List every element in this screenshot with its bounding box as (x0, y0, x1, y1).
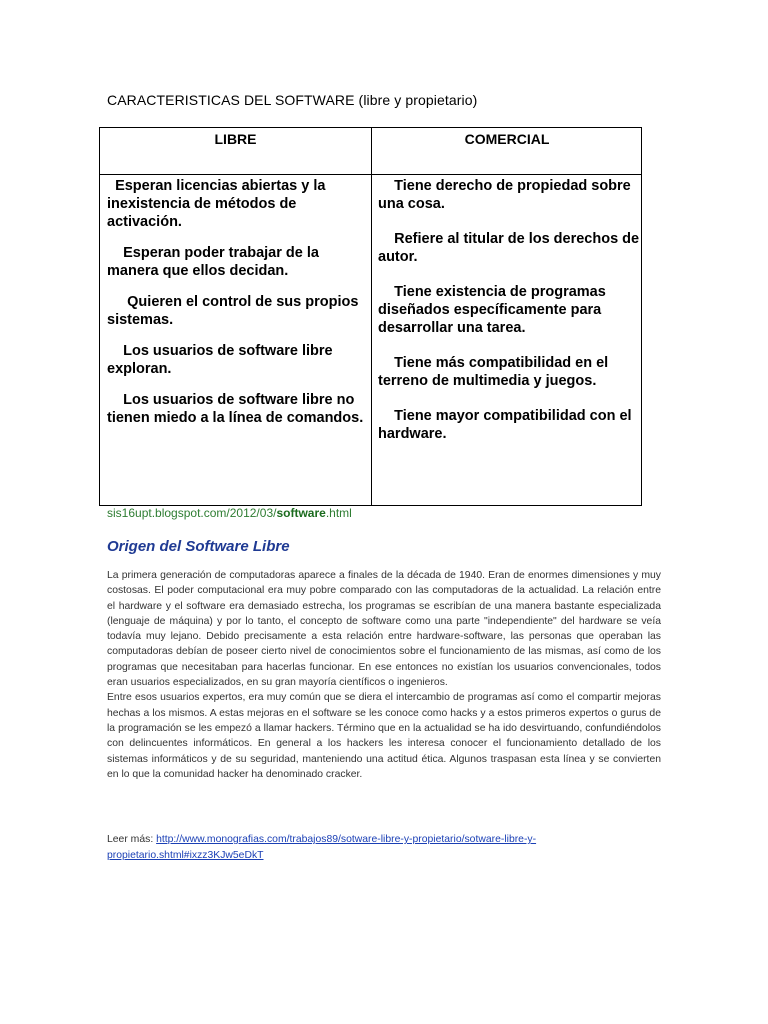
comercial-item: Refiere al titular de los derechos de autor. (378, 231, 640, 265)
libre-item: Esperan licencias abiertas y la inexistencia de métodos de activación. (107, 178, 326, 230)
header-comercial: COMERCIAL (464, 131, 550, 147)
libre-item: Esperan poder trabajar de la manera que ellos decidan. (107, 245, 319, 279)
header-libre: LIBRE (214, 131, 257, 147)
source-link[interactable] (107, 506, 352, 520)
libre-item: Quieren el control de sus propios sistemas. (107, 294, 359, 328)
comercial-item: Tiene mayor compatibilidad con el hardware. (378, 408, 632, 442)
source-link-prefix: sis16upt.blogspot.com/2012/03/ (107, 506, 277, 520)
comercial-item: Tiene derecho de propiedad sobre una cosa. (378, 178, 631, 212)
comercial-item: Tiene existencia de programas diseñados específicamente para desarrollar una tarea. (378, 284, 606, 336)
source-link-bold: software (276, 506, 326, 520)
section-title: Origen del Software Libre (107, 538, 290, 555)
source-link-suffix: .html (325, 506, 352, 520)
document-title: CARACTERISTICAS DEL SOFTWARE (libre y propietario) (107, 92, 478, 108)
libre-column (107, 177, 369, 440)
comparison-table (99, 127, 642, 506)
comercial-item: Tiene más compatibilidad en el terreno de multimedia y juegos. (378, 355, 609, 389)
section-body (107, 568, 661, 782)
libre-item: Los usuarios de software libre exploran. (107, 343, 333, 377)
body-paragraph: Entre esos usuarios expertos, era muy común que se diera el intercambio de programas así como el compartir mejoras hechas a los mismos. A estas mejoras en el software se les conoce como hacks y a estos primeros expertos o gurus de la programación se les empezó a llamar hackers. Término que en la actualidad se ha ido desvirtuando, confundiéndolos con delincuentes informáticos. En general a los hackers les interesa conocer el funcionamiento detallado de los sistemas informáticos y de su seguridad, manteniendo una actitud ética. Algunos traspasan esta línea y se convierten en lo que la comunidad hacker ha denominado cracker. (107, 692, 661, 780)
comercial-column (378, 177, 640, 460)
libre-item: Los usuarios de software libre no tienen miedo a la línea de comandos. (107, 392, 364, 426)
table-header-divider (100, 174, 641, 175)
read-more-label: Leer más: (107, 834, 157, 845)
table-column-divider (371, 128, 372, 505)
read-more (107, 832, 667, 863)
body-paragraph: La primera generación de computadoras aparece a finales de la década de 1940. Eran de enormes dimensiones y muy costosas. El poder computacional era muy pobre comparado con las computadoras de la actualidad. La relación entre el hardware y el software era demasiado estrecha, los programas se escribían de una manera bastante especializada (lenguaje de máquina) y por lo tanto, el concepto de software como una parte "independiente" del hardware se veía todavía muy lejano. Debido precisamente a esta relación entre hardware-software, las personas que operaban las computadoras debían de poseer cierto nivel de conocimientos sobre el funcionamiento de las mismas, así como de los programas que necesitaban para hacerlas funcionar. En ese entonces no existían los usuarios convencionales, todos eran usuarios especializados, en su gran mayoría científicos o ingenieros. (107, 570, 661, 689)
read-more-link[interactable]: http://www.monografias.com/trabajos89/sotware-libre-y-propietario/sotware-libre-y-propietario.shtml#ixzz3KJw5eDkT (107, 834, 537, 861)
